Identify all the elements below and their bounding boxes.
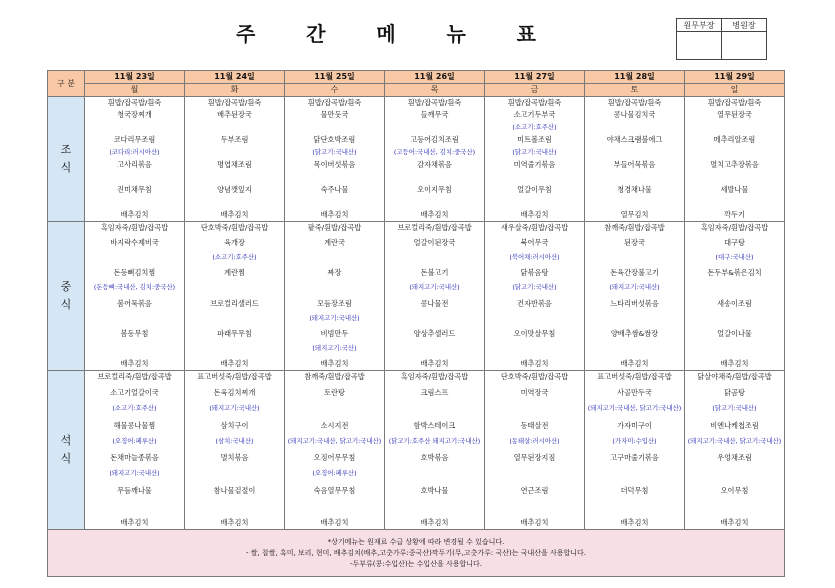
menu-item: 육개장 — [224, 238, 245, 248]
menu-item: 비빔만두 — [320, 328, 349, 338]
menu-item: 배추김치 — [420, 358, 449, 368]
origin-note: (닭고기:국내산) — [512, 283, 557, 292]
menu-item: 청경채나물 — [617, 185, 652, 195]
footer-note-line: *상기메뉴는 원재료 수급 상황에 따라 변경될 수 있습니다. — [327, 537, 505, 546]
menu-item: 닭볶음탕 — [520, 268, 549, 278]
menu-item: 계란국 — [324, 238, 345, 248]
menu-item: 참깨죽/흰밥/잡곡밥 — [604, 223, 665, 232]
menu-item: 돈육간장불고기 — [610, 268, 659, 278]
menu-item: 오이맛살무침 — [513, 328, 556, 338]
menu-item: 대구탕 — [724, 238, 745, 248]
approval-label: 병원장 — [722, 19, 767, 32]
menu-item: 오이무침 — [720, 485, 749, 495]
menu-item: 얼갈이무침 — [517, 185, 552, 195]
origin-note: (가자미:수입산) — [612, 436, 657, 445]
menu-cell — [185, 97, 285, 222]
menu-item: 된장국 — [624, 238, 645, 248]
origin-note: (소고기:호주산) — [212, 253, 257, 262]
menu-item: 목이버섯볶음 — [313, 160, 356, 170]
menu-cell — [385, 97, 485, 222]
menu-item: 단호박죽/흰밥/잡곡밥 — [500, 372, 569, 381]
day-date-header: 11월 29일 — [685, 71, 785, 84]
menu-item: 고구마줄기볶음 — [610, 453, 659, 463]
title-letter: 메 — [376, 22, 396, 46]
origin-note: (돼지고기:국내산) — [409, 283, 460, 292]
menu-item: 돈불고기 — [420, 268, 449, 278]
menu-item: 열무된장지짐 — [513, 453, 556, 463]
menu-item: 브로컬리죽/흰밥/잡곡밥 — [97, 372, 172, 381]
origin-note: (돼지고기:국내산) — [309, 313, 360, 322]
menu-item: 단호박죽/흰밥/잡곡밥 — [200, 223, 269, 232]
menu-item: 브로컬리죽/흰밥/잡곡밥 — [397, 223, 472, 232]
menu-item: 배추김치 — [320, 358, 349, 368]
menu-item: 소시지전 — [320, 420, 349, 430]
menu-item: 양상추샐러드 — [413, 328, 456, 338]
menu-item: 배추김치 — [320, 209, 349, 219]
footer-notes — [48, 530, 785, 577]
menu-item: 돈두부&볶은김치 — [707, 268, 762, 278]
title-letter: 간 — [306, 22, 326, 46]
menu-item: 흑임자죽/흰밥/잡곡밥 — [100, 223, 169, 232]
menu-item: 파래무무침 — [217, 328, 252, 338]
origin-note: (삼치:국내산) — [215, 436, 254, 445]
menu-item: 청국장찌개 — [117, 110, 152, 120]
menu-item: 미역줄기볶음 — [513, 160, 556, 170]
menu-item: 흰밥/잡곡밥/흰죽 — [307, 98, 362, 107]
menu-item: 호박나물 — [420, 485, 449, 495]
origin-note: (돼지고기:국내산, 닭고기:국내산) — [687, 436, 782, 445]
menu-item: 두부조림 — [220, 135, 249, 145]
menu-item: 연근조림 — [520, 485, 549, 495]
menu-item: 부들어묵볶음 — [613, 160, 656, 170]
day-date-header: 11월 28일 — [585, 71, 685, 84]
origin-note: (돼지고기:국내산, 닭고기:국내산) — [287, 436, 382, 445]
menu-item: 흰밥/잡곡밥/흰죽 — [407, 98, 462, 107]
origin-note: (북어채:러시아산) — [509, 253, 560, 262]
menu-item: 소고기얼갈이국 — [110, 388, 159, 398]
menu-item: 멸치고추장볶음 — [710, 160, 759, 170]
day-weekday-header: 토 — [585, 84, 685, 97]
menu-item: 배추김치 — [120, 517, 149, 527]
menu-item: 사골만두국 — [617, 388, 652, 398]
menu-item: 야채스크램블에그 — [606, 135, 663, 145]
menu-item: 배추김치 — [520, 358, 549, 368]
menu-item: 열무김치 — [620, 209, 649, 219]
menu-item: 북어무국 — [520, 238, 549, 248]
menu-item: 배추김치 — [720, 517, 749, 527]
day-date-header: 11월 27일 — [485, 71, 585, 84]
menu-cell — [485, 222, 585, 371]
origin-note: (돼지고기:국내산) — [109, 469, 160, 478]
menu-item: 해물콩나물찜 — [113, 420, 156, 430]
origin-note: (코다리:러시아산) — [109, 147, 160, 156]
menu-item: 진미채무침 — [117, 185, 152, 195]
menu-item: 배추김치 — [220, 517, 249, 527]
menu-item: 양배추쌈&쌈장 — [610, 328, 659, 338]
menu-item: 배추김치 — [120, 209, 149, 219]
menu-item: 모듬장조림 — [317, 298, 352, 308]
menu-item: 더덕무침 — [620, 485, 649, 495]
menu-item: 건자반볶음 — [517, 298, 552, 308]
title-letter: 뉴 — [446, 22, 466, 46]
menu-item: 동태살전 — [520, 420, 549, 430]
menu-item: 함박스테이크 — [413, 420, 456, 430]
origin-note: (돈등뼈:국내산, 김치:중국산) — [93, 283, 176, 292]
menu-cell — [285, 371, 385, 530]
origin-note: (닭고기:국내산) — [712, 404, 757, 413]
menu-item: 고사리볶음 — [117, 160, 152, 170]
menu-item: 코다리무조림 — [113, 135, 156, 145]
day-weekday-header: 화 — [185, 84, 285, 97]
menu-cell — [685, 371, 785, 530]
origin-note: (돼지고기:국산) — [312, 343, 357, 352]
menu-item: 감자채볶음 — [417, 160, 452, 170]
approval-box — [676, 18, 767, 60]
day-weekday-header: 월 — [85, 84, 185, 97]
title-letter: 주 — [236, 22, 256, 46]
menu-item: 닭곰탕 — [724, 388, 745, 398]
menu-item: 느타리버섯볶음 — [610, 298, 659, 308]
origin-note: (대구:국내산) — [715, 253, 754, 262]
menu-item: 배추김치 — [720, 358, 749, 368]
menu-cell — [185, 371, 285, 530]
meal-category-label: 조 식 — [48, 97, 85, 222]
day-weekday-header: 일 — [685, 84, 785, 97]
day-date-header: 11월 23일 — [85, 71, 185, 84]
menu-item: 명엽채조림 — [217, 160, 252, 170]
menu-item: 무듬깨나물 — [117, 485, 152, 495]
menu-item: 배추김치 — [220, 358, 249, 368]
approval-label: 원무부장 — [677, 19, 722, 32]
menu-item: 호박볶음 — [420, 453, 449, 463]
menu-item: 짜장 — [327, 268, 342, 278]
menu-item: 흑임자죽/흰밥/잡곡밥 — [700, 223, 769, 232]
menu-item: 팥죽/흰밥/잡곡밥 — [307, 223, 362, 232]
menu-item: 숙음열무무침 — [313, 485, 356, 495]
menu-item: 열무된장국 — [717, 110, 752, 120]
menu-item: 양념깻잎지 — [217, 185, 252, 195]
menu-item: 계란찜 — [224, 268, 245, 278]
menu-item: 흰밥/잡곡밥/흰죽 — [107, 98, 162, 107]
approval-signature-slot[interactable] — [722, 32, 767, 60]
menu-cell — [585, 222, 685, 371]
menu-item: 돈육김치찌개 — [213, 388, 256, 398]
menu-item: 흰밥/잡곡밥/흰죽 — [207, 98, 262, 107]
menu-item: 닭단호박조림 — [313, 135, 356, 145]
menu-item: 들깨무국 — [420, 110, 449, 120]
menu-item: 표고버섯죽/흰밥/잡곡밥 — [197, 372, 272, 381]
menu-item: 삼치구이 — [220, 420, 249, 430]
origin-note: (고등어:국내산, 김치:중국산) — [393, 147, 476, 156]
menu-item: 오이지무침 — [417, 185, 452, 195]
origin-note: (닭고기:국내산) — [512, 147, 557, 156]
day-weekday-header: 금 — [485, 84, 585, 97]
menu-item: 미트볼조림 — [517, 135, 552, 145]
menu-cell — [685, 97, 785, 222]
origin-note: (동태살:러시아산) — [509, 436, 560, 445]
menu-cell — [485, 97, 585, 222]
day-weekday-header: 수 — [285, 84, 385, 97]
menu-item: 깍두기 — [724, 209, 745, 219]
menu-item: 비엔나케첩조림 — [710, 420, 759, 430]
origin-note: (닭고기:호주산 돼지고기:국내산) — [388, 436, 481, 445]
menu-item: 멸치볶음 — [220, 453, 249, 463]
approval-signature-slot[interactable] — [677, 32, 722, 60]
menu-cell — [85, 371, 185, 530]
origin-note: (오징어:페루산) — [312, 469, 357, 478]
day-date-header: 11월 26일 — [385, 71, 485, 84]
menu-item: 새송이조림 — [717, 298, 752, 308]
menu-item: 세발나물 — [720, 185, 749, 195]
menu-item: 배추김치 — [320, 517, 349, 527]
menu-item: 닭살야채죽/흰밥/잡곡밥 — [697, 372, 772, 381]
menu-cell — [585, 371, 685, 530]
menu-item: 돈채마늘종볶음 — [110, 453, 159, 463]
menu-item: 돈등뼈김치찜 — [113, 268, 156, 278]
menu-cell — [485, 371, 585, 530]
menu-item: 브로컬리샐러드 — [210, 298, 259, 308]
origin-note: (닭고기:국내산) — [312, 147, 357, 156]
menu-item: 참나물겉절이 — [213, 485, 256, 495]
meal-category-label: 중 식 — [48, 222, 85, 371]
origin-note: (돼지고기:국내산) — [209, 404, 260, 413]
menu-item: 물만둣국 — [320, 110, 349, 120]
origin-note: (오징어:페루산) — [112, 436, 157, 445]
menu-item: 흑임자죽/흰밥/잡곡밥 — [400, 372, 469, 381]
menu-item: 고등어김치조림 — [410, 135, 459, 145]
menu-item: 가자미구이 — [617, 420, 652, 430]
menu-item: 배추된장국 — [217, 110, 252, 120]
menu-item: 봄어묵볶음 — [117, 298, 152, 308]
origin-note: (돼지고기:국내산) — [609, 283, 660, 292]
menu-item: 크림스프 — [420, 388, 449, 398]
menu-item: 콩나물전 — [420, 298, 449, 308]
menu-item: 얼갈이나물 — [717, 328, 752, 338]
menu-item: 메추리알조림 — [713, 135, 756, 145]
menu-item: 배추김치 — [520, 517, 549, 527]
menu-item: 배추김치 — [420, 209, 449, 219]
menu-item: 토란탕 — [324, 388, 345, 398]
menu-cell — [185, 222, 285, 371]
menu-item: 배추김치 — [620, 517, 649, 527]
menu-item: 배추김치 — [120, 358, 149, 368]
origin-note: (돼지고기:국내산, 닭고기:국내산) — [587, 404, 682, 413]
menu-item: 흰밥/잡곡밥/흰죽 — [507, 98, 562, 107]
menu-item: 새우살죽/흰밥/잡곡밥 — [500, 223, 569, 232]
footer-note-line: -두부류(콩:수입산)는 수입산을 사용합니다. — [350, 559, 482, 568]
origin-note: (소고기:호주산) — [512, 122, 557, 131]
day-weekday-header: 목 — [385, 84, 485, 97]
menu-item: 숙주나물 — [320, 185, 349, 195]
menu-cell — [685, 222, 785, 371]
menu-item: 바지락수제비국 — [110, 238, 159, 248]
menu-item: 표고버섯죽/흰밥/잡곡밥 — [597, 372, 672, 381]
day-date-header: 11월 24일 — [185, 71, 285, 84]
page-title — [236, 18, 536, 47]
menu-cell — [385, 371, 485, 530]
menu-item: 우엉채조림 — [717, 453, 752, 463]
menu-cell — [85, 97, 185, 222]
menu-cell — [285, 222, 385, 371]
menu-item: 소고기두부국 — [513, 110, 556, 120]
menu-item: 오징어무무침 — [313, 453, 356, 463]
menu-cell — [385, 222, 485, 371]
day-date-header: 11월 25일 — [285, 71, 385, 84]
title-letter: 표 — [516, 22, 536, 46]
menu-item: 미역장국 — [520, 388, 549, 398]
menu-item: 참깨죽/흰밥/잡곡밥 — [304, 372, 365, 381]
menu-item: 얼갈이된장국 — [413, 238, 456, 248]
corner-label: 구 분 — [48, 71, 85, 97]
footer-note-line: - 쌀, 찹쌀, 흑미, 보리, 현미, 배추김치(배추,고춧가루:중국산)깍두기(무,고춧가루: 국산)는 국내산을 사용합니다. — [246, 548, 586, 557]
origin-note: (소고기:호주산) — [112, 404, 157, 413]
menu-item: 흰밥/잡곡밥/흰죽 — [707, 98, 762, 107]
menu-item: 배추김치 — [520, 209, 549, 219]
menu-item: 봄동무침 — [120, 328, 149, 338]
menu-item: 흰밥/잡곡밥/흰죽 — [607, 98, 662, 107]
menu-cell — [585, 97, 685, 222]
weekly-menu-table — [47, 70, 785, 577]
menu-item: 배추김치 — [620, 358, 649, 368]
menu-item: 배추김치 — [420, 517, 449, 527]
menu-item: 콩나물김치국 — [613, 110, 656, 120]
menu-cell — [285, 97, 385, 222]
meal-category-label: 석 식 — [48, 371, 85, 530]
menu-item: 배추김치 — [220, 209, 249, 219]
menu-cell — [85, 222, 185, 371]
